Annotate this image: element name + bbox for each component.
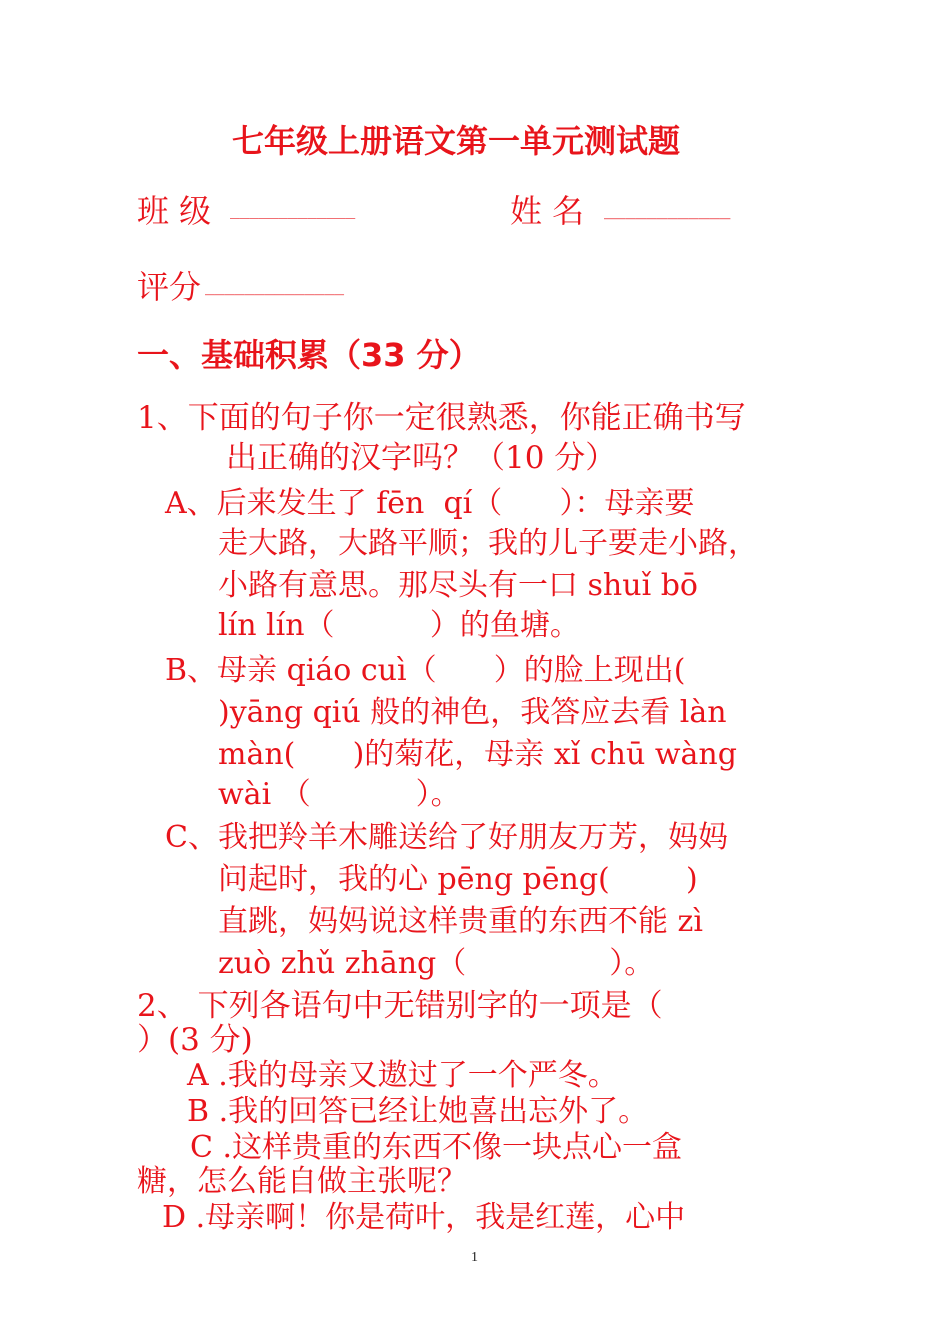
- question-2-line-1: 2、 下列各语句中无错别字的一项是（: [137, 988, 663, 1024]
- q2-option-a: A .我的母亲又遨过了一个严冬。: [187, 1058, 618, 1093]
- page-number: 1: [471, 1250, 478, 1265]
- q1-b-line-3: màn( )的菊花，母亲 xǐ chū wàng: [218, 737, 737, 772]
- class-label: 班 级: [137, 192, 222, 230]
- question-2-line-2: ）(3 分): [137, 1022, 253, 1058]
- score-label: 评分: [137, 268, 202, 306]
- name-label: 姓 名: [510, 192, 595, 230]
- page-title: 七年级上册语文第一单元测试题: [232, 122, 681, 160]
- q1-c-line-1: C、我把羚羊木雕送给了好朋友万芳，妈妈: [165, 820, 728, 855]
- q1-a-line-3: 小路有意思。那尽头有一口 shuǐ bō: [218, 568, 698, 603]
- q2-option-c-line-1: C .这样贵重的东西不像一块点心一盒: [190, 1130, 683, 1165]
- q1-c-line-4: zuò zhǔ zhāng（ ）。: [218, 946, 655, 981]
- q1-b-line-1: B、母亲 qiáo cuì（ ）的脸上现出(: [165, 653, 686, 688]
- q1-b-line-2: )yāng qiú 般的神色，我答应去看 làn: [218, 695, 727, 730]
- section-heading: 一、基础积累（33 分）: [137, 336, 481, 374]
- question-1-line-1: 1、下面的句子你一定很熟悉，你能正确书写: [137, 400, 746, 436]
- q1-a-line-4: lín lín（ ）的鱼塘。: [218, 608, 580, 643]
- question-1-line-2: 出正确的汉字吗？（10 分）: [226, 440, 617, 476]
- q2-option-d: D .母亲啊！你是荷叶，我是红莲，心中: [162, 1200, 686, 1235]
- q1-a-line-2: 走大路，大路平顺；我的儿子要走小路，: [218, 526, 758, 561]
- q2-option-c-line-2: 糖，怎么能自做主张呢？: [137, 1164, 467, 1199]
- q1-b-line-4: wài （ ）。: [218, 777, 461, 812]
- q1-c-line-3: 直跳，妈妈说这样贵重的东西不能 zì: [218, 904, 703, 939]
- q1-c-line-2: 问起时，我的心 pēng pēng( ): [218, 862, 698, 897]
- name-blank[interactable]: ____________: [604, 200, 731, 220]
- class-blank[interactable]: _____________: [230, 200, 356, 219]
- q2-option-b: B .我的回答已经让她喜出忘外了。: [187, 1094, 649, 1129]
- score-blank[interactable]: ______________: [205, 276, 345, 295]
- q1-a-line-1: A、后来发生了 fēn qí（ ）：母亲要: [165, 486, 695, 521]
